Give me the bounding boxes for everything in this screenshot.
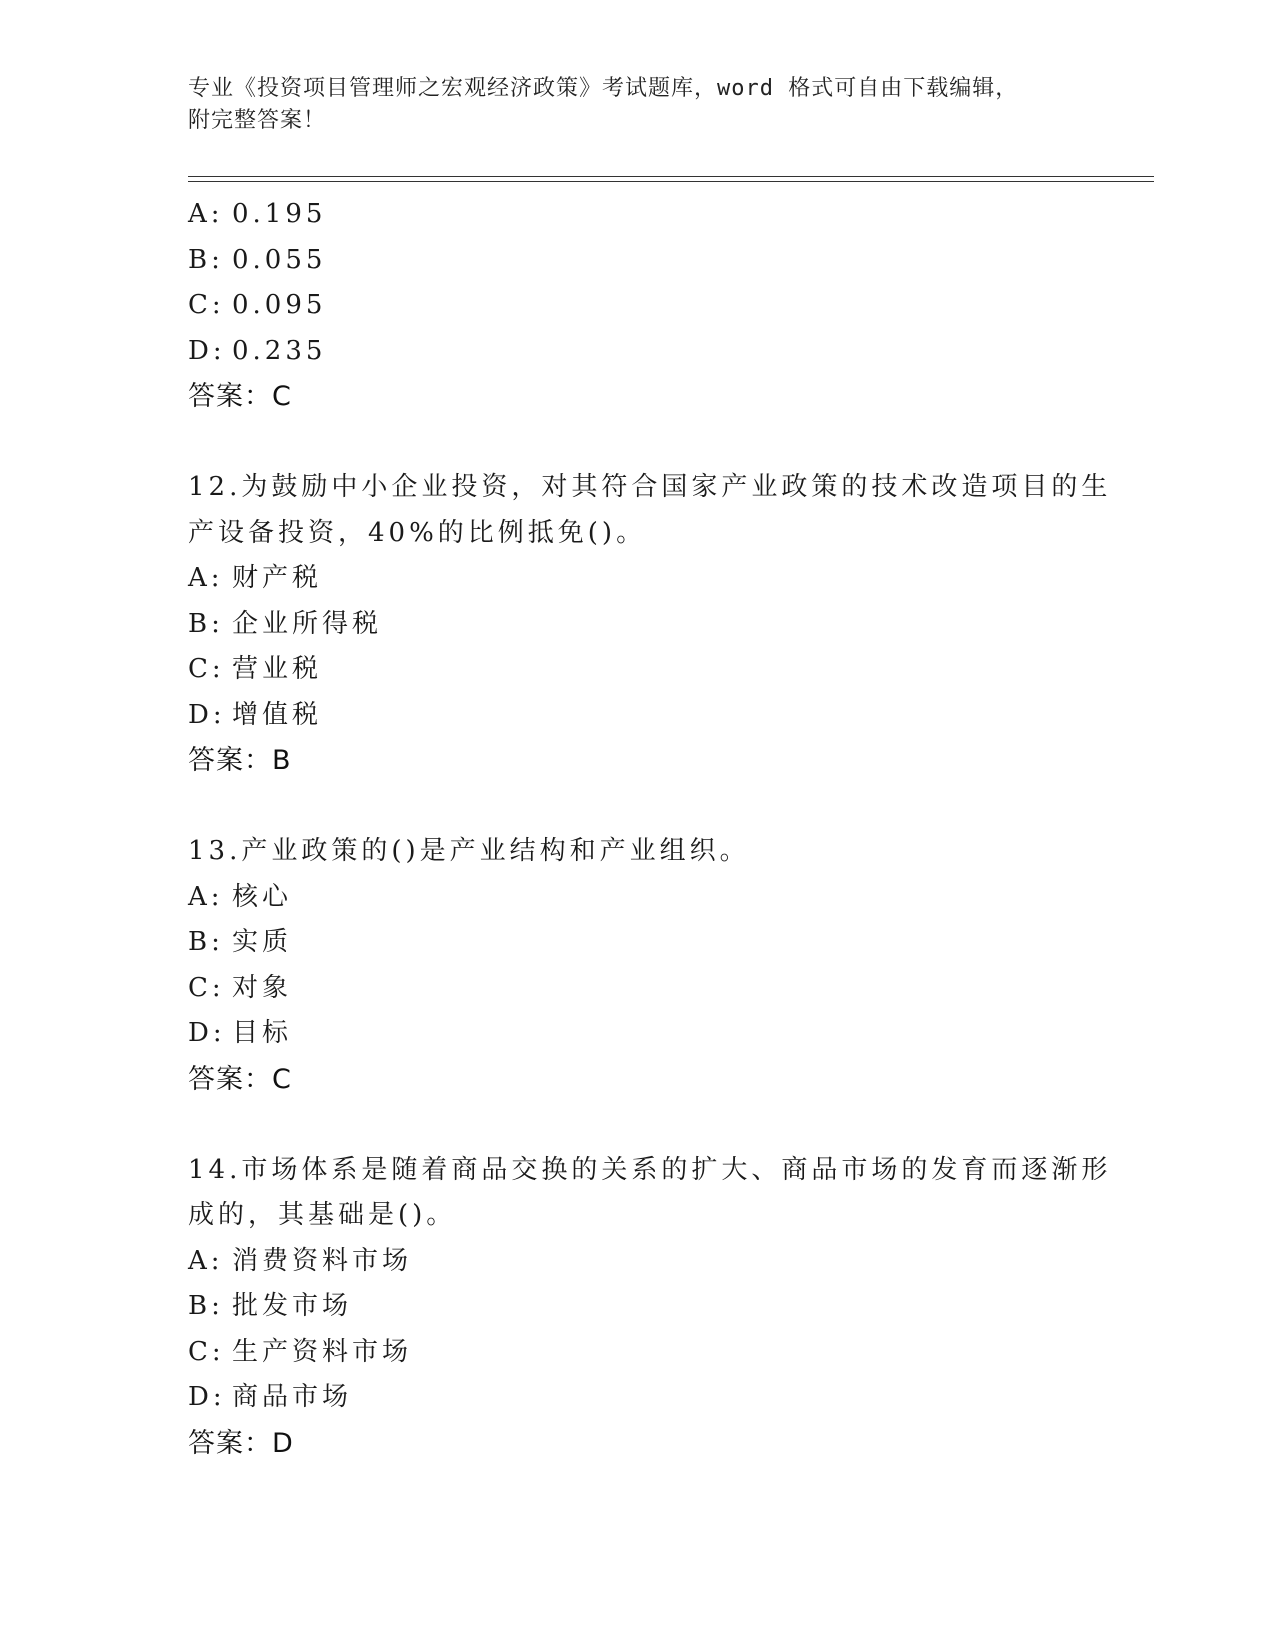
spacer	[188, 1102, 1088, 1148]
option-a: A: 财产税	[188, 563, 323, 593]
header-divider-bottom	[188, 181, 1154, 182]
option-a: A: 消费资料市场	[188, 1245, 413, 1276]
option-c: C: 对象	[188, 972, 293, 1003]
question-stem-line-1: 12.为鼓励中小企业投资，对其符合国家产业政策的技术改造项目的生	[188, 472, 1112, 502]
answer-line: 答案：D	[188, 1427, 294, 1459]
option-b: B: 实质	[188, 927, 293, 957]
header-divider-top	[188, 176, 1154, 177]
option-a: A: 0.195	[188, 199, 327, 229]
question-stem-line-1: 13.产业政策的()是产业结构和产业组织。	[188, 836, 750, 866]
question-stem-line-1: 14.市场体系是随着商品交换的关系的扩大、商品市场的发育而逐渐形	[188, 1154, 1112, 1185]
answer-line: 答案：C	[188, 381, 292, 412]
option-d: D: 目标	[188, 1018, 293, 1048]
spacer	[188, 784, 1088, 830]
option-c: C: 生产资料市场	[188, 1336, 413, 1367]
answer-line: 答案：C	[188, 1063, 292, 1095]
option-d: D: 商品市场	[188, 1382, 353, 1412]
question-stem-line-2: 成的，其基础是()。	[188, 1200, 457, 1230]
option-d: D: 增值税	[188, 699, 323, 730]
question-14	[188, 1148, 1112, 1467]
option-c: C: 0.095	[188, 290, 327, 320]
question-stem-line-2: 产设备投资，40%的比例抵免()。	[188, 517, 647, 548]
question-13	[188, 829, 1088, 1102]
header-line-1: 专业《投资项目管理师之宏观经济政策》考试题库，word 格式可自由下载编辑，	[188, 76, 1019, 101]
question-11	[188, 192, 1088, 420]
answer-line: 答案：B	[188, 745, 292, 776]
document-header	[188, 73, 1088, 137]
option-b: B: 批发市场	[188, 1291, 353, 1321]
option-d: D: 0.235	[188, 335, 327, 366]
question-12	[188, 465, 1112, 784]
spacer	[188, 420, 1088, 466]
header-line-2: 附完整答案！	[188, 108, 327, 133]
option-c: C: 营业税	[188, 654, 323, 684]
option-b: B: 0.055	[188, 244, 327, 275]
option-b: B: 企业所得税	[188, 608, 383, 639]
option-a: A: 核心	[188, 881, 293, 912]
question-list	[188, 192, 1112, 1466]
